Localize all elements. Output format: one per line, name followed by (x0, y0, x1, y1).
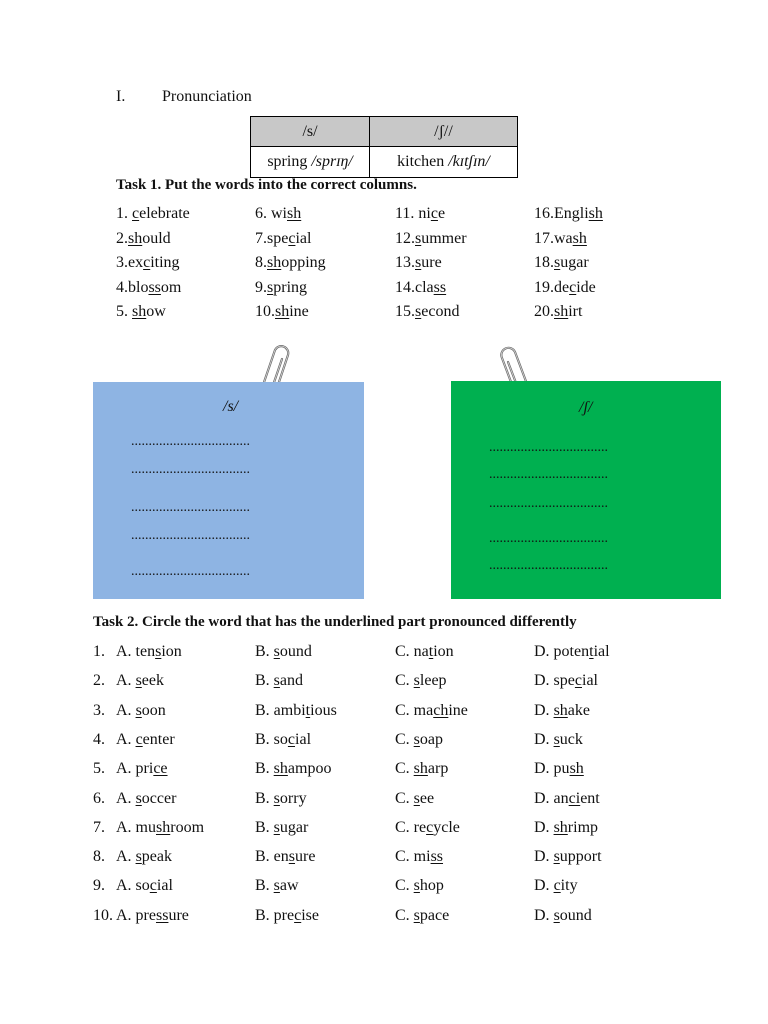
answer-option-d[interactable] (534, 877, 578, 895)
option-underlined-part: ch (433, 702, 449, 719)
word-prefix: 10. (255, 303, 275, 320)
option-underlined-part: s (553, 848, 560, 865)
option-suffix: oap (419, 731, 444, 748)
option-prefix: C. (395, 760, 414, 777)
option-suffix: ent (580, 790, 600, 807)
option-prefix: C. (395, 672, 414, 689)
option-suffix: ake (567, 702, 590, 719)
word-suffix: irt (568, 303, 583, 320)
word-prefix: 9. (255, 279, 267, 296)
word-prefix: 3.ex (116, 254, 144, 271)
word-suffix: iting (150, 254, 180, 271)
word-underlined-part: s (267, 279, 274, 296)
option-suffix: arp (427, 760, 449, 777)
question-number: 6. (93, 790, 105, 807)
answer-option-a[interactable] (116, 790, 176, 808)
option-underlined-part: ss (155, 907, 169, 924)
option-underlined-part: s (273, 790, 280, 807)
question-number: 1. (93, 643, 105, 660)
answer-option-c[interactable] (395, 643, 454, 661)
option-underlined-part: sh (553, 819, 568, 836)
word-suffix: econd (421, 303, 460, 320)
answer-option-b[interactable] (255, 731, 311, 749)
option-prefix: B. (255, 877, 274, 894)
option-prefix: B. (255, 819, 274, 836)
option-underlined-part: t (305, 702, 311, 719)
phoneme-example-sh (370, 147, 518, 178)
answer-option-b[interactable] (255, 702, 337, 720)
note-label: /s/ (223, 398, 239, 415)
option-prefix: D. (534, 731, 554, 748)
answer-option-b[interactable] (255, 643, 312, 661)
phoneme-example-s (251, 147, 370, 178)
answer-option-b[interactable] (255, 877, 299, 895)
word-underlined-part: sh (128, 230, 143, 247)
option-suffix: ure (168, 907, 189, 924)
option-prefix: C. (395, 877, 414, 894)
option-prefix: C. re (395, 819, 427, 836)
word-underlined-part: c (569, 279, 577, 296)
option-suffix: room (170, 819, 205, 836)
task1-word (116, 205, 190, 223)
option-underlined-part: sh (569, 760, 584, 777)
option-prefix: A. pre (116, 907, 156, 924)
task1-word (255, 230, 311, 248)
option-suffix: rimp (567, 819, 599, 836)
answer-line[interactable]: .................................. (131, 528, 250, 543)
answer-option-c[interactable] (395, 848, 443, 866)
option-suffix: enter (142, 731, 175, 748)
answer-option-c[interactable] (395, 907, 449, 925)
word-suffix: ugar (560, 254, 589, 271)
phoneme-table-header-row (251, 117, 518, 147)
option-underlined-part: s (553, 731, 560, 748)
word-prefix: 17.wa (534, 230, 573, 247)
task1-word (395, 303, 459, 321)
phoneme-table-example-row (251, 147, 518, 178)
word-suffix: e (437, 205, 446, 222)
answer-option-c[interactable] (395, 760, 448, 778)
option-prefix: D. (534, 848, 554, 865)
option-underlined-part: c (135, 731, 143, 748)
answer-option-a[interactable] (116, 672, 164, 690)
task1-word (395, 279, 446, 297)
question-number: 2. (93, 672, 105, 689)
word-prefix: 7.spe (255, 230, 289, 247)
option-underlined-part: s (413, 731, 420, 748)
option-prefix: C. (395, 731, 414, 748)
option-prefix: D. an (534, 790, 569, 807)
word-suffix: ine (289, 303, 309, 320)
word-suffix: ide (576, 279, 596, 296)
word-underlined-part: s (415, 303, 422, 320)
answer-option-d[interactable] (534, 702, 590, 720)
word-underlined-part: ss (148, 279, 161, 296)
option-prefix: D. spe (534, 672, 575, 689)
word-prefix: 12. (395, 230, 415, 247)
option-suffix: and (279, 672, 304, 689)
option-underlined-part: s (273, 877, 280, 894)
word-prefix: 2. (116, 230, 128, 247)
option-prefix: B. (255, 643, 274, 660)
option-underlined-part: c (426, 819, 434, 836)
word-suffix: ould (142, 230, 171, 247)
word-prefix: 5. (116, 303, 132, 320)
word-underlined-part: sh (132, 303, 147, 320)
answer-option-b[interactable] (255, 790, 307, 808)
answer-option-d[interactable] (534, 731, 583, 749)
phoneme-header-s: /s/ (251, 117, 370, 147)
option-prefix: A. (116, 702, 136, 719)
option-underlined-part: c (294, 907, 302, 924)
option-prefix: D. (534, 877, 554, 894)
option-prefix: B. (255, 760, 274, 777)
answer-option-b[interactable] (255, 907, 319, 925)
option-underlined-part: sh (156, 819, 171, 836)
option-underlined-part: sh (413, 760, 428, 777)
option-prefix: A. (116, 731, 136, 748)
answer-option-c[interactable] (395, 790, 434, 808)
option-prefix: A. pri (116, 760, 154, 777)
word-prefix: 13. (395, 254, 415, 271)
option-underlined-part: s (273, 672, 280, 689)
word-underlined-part: sh (267, 254, 282, 271)
answer-option-c[interactable] (395, 731, 443, 749)
option-prefix: A. (116, 672, 136, 689)
word-suffix: ummer (421, 230, 467, 247)
question-number: 8. (93, 848, 105, 865)
note-label: /ʃ/ (579, 399, 593, 416)
word-underlined-part: sh (588, 205, 603, 222)
option-prefix: D. (534, 907, 554, 924)
example-ipa: /kɪtʃɪn/ (448, 153, 490, 170)
answer-option-a[interactable] (116, 702, 166, 720)
answer-option-c[interactable] (395, 877, 444, 895)
option-suffix: hop (419, 877, 444, 894)
option-suffix: eek (141, 672, 164, 689)
option-suffix: ial (582, 672, 598, 689)
option-underlined-part: s (553, 907, 560, 924)
task1-word (534, 279, 596, 297)
option-suffix: leep (419, 672, 447, 689)
word-prefix: 6. wi (255, 205, 287, 222)
answer-option-b[interactable] (255, 819, 308, 837)
option-prefix: C. na (395, 643, 429, 660)
word-suffix: elebrate (139, 205, 190, 222)
word-suffix: ow (146, 303, 166, 320)
option-prefix: A. mu (116, 819, 156, 836)
answer-option-a[interactable] (116, 643, 182, 661)
answer-option-a[interactable] (116, 731, 175, 749)
word-prefix: 18. (534, 254, 554, 271)
option-underlined-part: ce (153, 760, 168, 777)
option-underlined-part: s (413, 907, 420, 924)
option-underlined-part: c (287, 731, 296, 748)
option-prefix: B. pre (255, 907, 295, 924)
question-number: 5. (93, 760, 105, 777)
word-underlined-part: sh (287, 205, 302, 222)
option-prefix: D. poten (534, 643, 590, 660)
word-suffix: opping (281, 254, 326, 271)
option-suffix: upport (559, 848, 602, 865)
option-suffix: ial (295, 731, 312, 748)
answer-option-d[interactable] (534, 790, 600, 808)
option-suffix: ee (419, 790, 435, 807)
section-title: Pronunciation (162, 88, 252, 105)
option-suffix: oon (141, 702, 166, 719)
task1-word (534, 230, 587, 248)
answer-line[interactable]: .................................. (131, 500, 250, 515)
task1-word (116, 230, 171, 248)
word-prefix: 16.Engli (534, 205, 589, 222)
word-underlined-part: ss (433, 279, 447, 296)
word-underlined-part: c (143, 254, 151, 271)
option-underlined-part: s (413, 672, 420, 689)
task1-word (534, 205, 603, 223)
sticky-note-sh (451, 381, 721, 599)
answer-line[interactable]: .................................. (489, 467, 608, 482)
word-suffix: pring (273, 279, 308, 296)
option-prefix: A. ten (116, 643, 156, 660)
option-prefix: C. (395, 907, 414, 924)
task2-title: Task 2. Circle the word that has the underlined part pronounced differently (93, 614, 577, 630)
word-underlined-part: s (415, 230, 422, 247)
option-suffix: ugar (279, 819, 309, 836)
option-underlined-part: s (413, 877, 420, 894)
option-prefix: C. (395, 790, 414, 807)
answer-option-b[interactable] (255, 760, 331, 778)
word-prefix: 11. ni (395, 205, 431, 222)
option-prefix: B. so (255, 731, 288, 748)
option-underlined-part: s (288, 848, 296, 865)
example-word: spring (267, 153, 308, 170)
answer-option-b[interactable] (255, 672, 303, 690)
task1-word (395, 254, 442, 272)
question-number: 7. (93, 819, 105, 836)
option-underlined-part: sh (553, 702, 568, 719)
option-suffix: ial (593, 643, 610, 660)
example-ipa: /sprɪŋ/ (311, 153, 353, 170)
phoneme-table (250, 116, 518, 178)
option-suffix: ycle (433, 819, 460, 836)
option-prefix: A. (116, 790, 136, 807)
answer-line[interactable]: .................................. (489, 558, 608, 573)
word-suffix: ure (421, 254, 442, 271)
answer-option-c[interactable] (395, 672, 447, 690)
word-suffix: ial (295, 230, 312, 247)
option-underlined-part: c (574, 672, 582, 689)
option-underlined-part: c (149, 877, 157, 894)
question-number: 4. (93, 731, 105, 748)
option-suffix: ure (295, 848, 316, 865)
option-underlined-part: s (135, 790, 142, 807)
sticky-note-s (93, 382, 364, 599)
option-underlined-part: s (273, 819, 280, 836)
option-underlined-part: t (428, 643, 434, 660)
option-underlined-part: s (155, 643, 162, 660)
answer-line[interactable]: .................................. (131, 564, 250, 579)
option-prefix: B. (255, 790, 274, 807)
option-suffix: ious (310, 702, 337, 719)
answer-option-d[interactable] (534, 760, 584, 778)
word-prefix: 14.cla (395, 279, 434, 296)
question-number: 10. (93, 907, 113, 924)
word-prefix: 8. (255, 254, 267, 271)
option-suffix: ial (156, 877, 173, 894)
option-underlined-part: s (135, 702, 142, 719)
word-prefix: 1. (116, 205, 132, 222)
task1-title: Task 1. Put the words into the correct columns. (116, 177, 417, 193)
option-suffix: ine (448, 702, 468, 719)
answer-option-d[interactable] (534, 819, 598, 837)
word-prefix: 20. (534, 303, 554, 320)
option-underlined-part: t (589, 643, 594, 660)
option-suffix: ion (161, 643, 182, 660)
answer-line[interactable]: .................................. (131, 462, 250, 477)
word-underlined-part: sh (572, 230, 587, 247)
option-prefix: D. (534, 819, 554, 836)
option-suffix: occer (141, 790, 177, 807)
option-suffix: ity (560, 877, 578, 894)
option-prefix: A. (116, 848, 136, 865)
word-underlined-part: s (554, 254, 561, 271)
task1-word (395, 205, 445, 223)
option-suffix: uck (559, 731, 583, 748)
task1-word (116, 254, 180, 272)
task1-word (534, 254, 589, 272)
task1-word (116, 303, 166, 321)
word-prefix: 15. (395, 303, 415, 320)
answer-option-a[interactable] (116, 819, 204, 837)
answer-line[interactable]: .................................. (131, 434, 250, 449)
word-underlined-part: c (132, 205, 140, 222)
option-suffix: peak (141, 848, 172, 865)
option-underlined-part: c (553, 877, 561, 894)
option-suffix: ise (301, 907, 319, 924)
option-suffix: orry (279, 790, 307, 807)
answer-option-a[interactable] (116, 760, 168, 778)
option-prefix: A. so (116, 877, 150, 894)
task1-word (534, 303, 582, 321)
task1-word (255, 254, 326, 272)
answer-line[interactable]: .................................. (489, 531, 608, 546)
section-number: I. (116, 88, 126, 105)
answer-option-a[interactable] (116, 907, 189, 925)
answer-option-c[interactable] (395, 702, 468, 720)
word-prefix: 4.blo (116, 279, 149, 296)
task1-word (255, 303, 309, 321)
task1-word (255, 279, 307, 297)
option-suffix: ion (433, 643, 454, 660)
answer-option-d[interactable] (534, 672, 598, 690)
task1-word (255, 205, 301, 223)
word-underlined-part: c (288, 230, 296, 247)
option-prefix: D. pu (534, 760, 570, 777)
word-underlined-part: c (430, 205, 438, 222)
option-prefix: B. en (255, 848, 289, 865)
question-number: 3. (93, 702, 105, 719)
answer-option-a[interactable] (116, 848, 172, 866)
option-suffix: ound (279, 643, 312, 660)
option-underlined-part: sh (273, 760, 288, 777)
answer-option-c[interactable] (395, 819, 460, 837)
word-underlined-part: s (415, 254, 422, 271)
option-prefix: C. mi (395, 848, 431, 865)
option-prefix: C. ma (395, 702, 434, 719)
option-suffix: ound (559, 907, 592, 924)
answer-line[interactable]: .................................. (489, 440, 608, 455)
answer-line[interactable]: .................................. (489, 496, 608, 511)
answer-option-a[interactable] (116, 877, 173, 895)
task1-word (116, 279, 181, 297)
word-prefix: 19.de (534, 279, 570, 296)
option-suffix: ampoo (287, 760, 332, 777)
option-underlined-part: s (413, 790, 420, 807)
answer-option-b[interactable] (255, 848, 315, 866)
option-underlined-part: ss (430, 848, 444, 865)
option-prefix: B. ambi (255, 702, 306, 719)
answer-option-d[interactable] (534, 643, 610, 661)
phoneme-header-sh: /ʃ// (370, 117, 518, 147)
option-underlined-part: s (135, 672, 142, 689)
option-underlined-part: s (273, 643, 280, 660)
task1-word (395, 230, 467, 248)
example-word: kitchen (397, 153, 445, 170)
option-prefix: B. (255, 672, 274, 689)
option-underlined-part: ci (568, 790, 581, 807)
option-prefix: D. (534, 702, 554, 719)
option-underlined-part: s (135, 848, 142, 865)
option-suffix: aw (279, 877, 299, 894)
option-suffix: pace (419, 907, 450, 924)
answer-option-d[interactable] (534, 848, 602, 866)
word-underlined-part: sh (554, 303, 569, 320)
answer-option-d[interactable] (534, 907, 592, 925)
question-number: 9. (93, 877, 105, 894)
word-underlined-part: sh (275, 303, 290, 320)
word-suffix: om (160, 279, 182, 296)
